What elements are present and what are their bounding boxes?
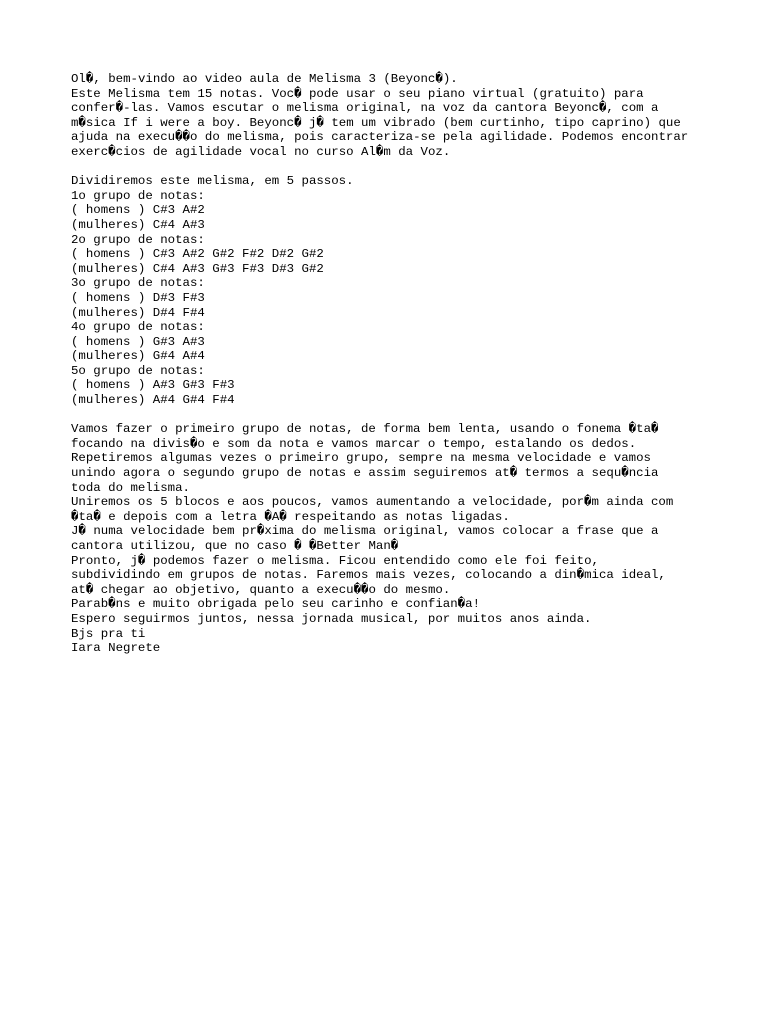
text-line: (mulheres) C#4 A#3 G#3 F#3 D#3 G#2 (71, 261, 324, 276)
text-line: exerc�cios de agilidade vocal no curso Al�m da Voz. (71, 144, 451, 159)
text-line: (mulheres) G#4 A#4 (71, 349, 205, 364)
text-line: J� numa velocidade bem pr�xima do melisma original, vamos colocar a frase que a (71, 524, 659, 539)
text-line: confer�-las. Vamos escutar o melisma original, na voz da cantora Beyonc�, com a (71, 101, 659, 116)
text-line: unindo agora o segundo grupo de notas e assim seguiremos at� termos a sequ�ncia (71, 466, 659, 481)
text-line: ( homens ) C#3 A#2 (71, 203, 205, 218)
text-line: 2o grupo de notas: (71, 232, 205, 247)
text-line: (mulheres) C#4 A#3 (71, 217, 205, 232)
text-line: Dividiremos este melisma, em 5 passos. (71, 174, 354, 189)
text-line: Pronto, j� podemos fazer o melisma. Ficou entendido como ele foi feito, (71, 553, 599, 568)
text-line: ( homens ) C#3 A#2 G#2 F#2 D#2 G#2 (71, 247, 324, 262)
text-line: (mulheres) D#4 F#4 (71, 305, 205, 320)
text-line: ( homens ) G#3 A#3 (71, 334, 205, 349)
text-line: Iara Negrete (71, 641, 161, 656)
text-line: (mulheres) A#4 G#4 F#4 (71, 393, 235, 408)
text-line: cantora utilizou, que no caso � �Better Man� (71, 539, 399, 553)
text-line: Bjs pra ti (71, 626, 146, 641)
text-line: Repetiremos algumas vezes o primeiro grupo, sempre na mesma velocidade e vamos (71, 451, 651, 466)
document-page (71, 72, 751, 656)
text-line: Vamos fazer o primeiro grupo de notas, de forma bem lenta, usando o fonema �ta� (71, 422, 659, 437)
text-line: Parab�ns e muito obrigada pelo seu carinho e confian�a! (71, 597, 481, 612)
text-line: 3o grupo de notas: (71, 276, 205, 291)
text-line: focando na divis�o e som da nota e vamos marcar o tempo, estalando os dedos. (71, 436, 637, 451)
text-line: Espero seguirmos juntos, nessa jornada musical, por muitos anos ainda. (71, 611, 592, 626)
text-line: ( homens ) D#3 F#3 (71, 290, 205, 305)
text-line: �ta� e depois com a letra �A� respeitando as notas ligadas. (71, 509, 510, 524)
text-line: ( homens ) A#3 G#3 F#3 (71, 378, 235, 393)
text-line: Este Melisma tem 15 notas. Voc� pode usar o seu piano virtual (gratuito) para (71, 86, 644, 101)
text-line: 4o grupo de notas: (71, 320, 205, 335)
text-line: at� chegar ao objetivo, quanto a execu��o do mesmo. (71, 582, 451, 597)
text-line: 1o grupo de notas: (71, 188, 205, 203)
text-line: m�sica If i were a boy. Beyonc� j� tem um vibrado (bem curtinho, tipo caprino) que (71, 115, 681, 130)
text-line: 5o grupo de notas: (71, 363, 205, 378)
text-line: toda do melisma. (71, 480, 190, 495)
text-line: subdividindo em grupos de notas. Faremos mais vezes, colocando a din�mica ideal, (71, 568, 666, 583)
text-line: Uniremos os 5 blocos e aos poucos, vamos aumentando a velocidade, por�m ainda com (71, 495, 674, 510)
text-line: ajuda na execu��o do melisma, pois caracteriza-se pela agilidade. Podemos encontrar (71, 130, 689, 145)
text-line (71, 408, 751, 423)
text-line: Ol�, bem-vindo ao video aula de Melisma 3 (Beyonc�). (71, 72, 458, 86)
text-line (71, 160, 751, 175)
